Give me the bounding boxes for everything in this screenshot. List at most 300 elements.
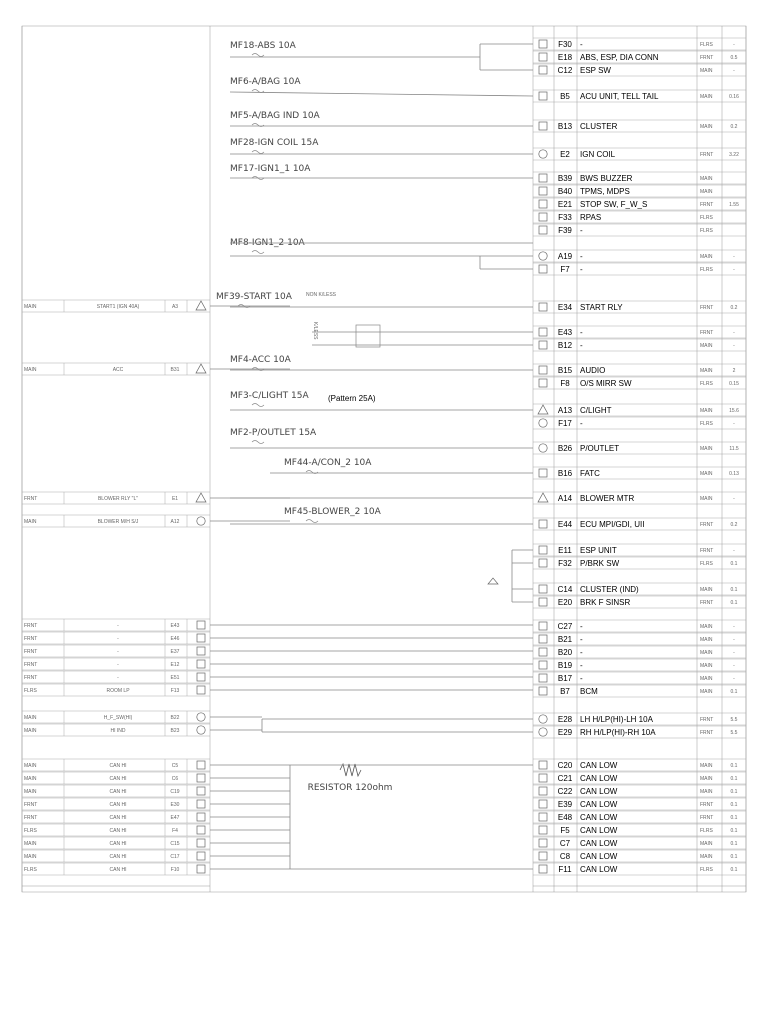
right-square-symbol (539, 598, 547, 606)
right-location-code: MAIN (700, 343, 713, 349)
right-pin-id: F17 (558, 419, 572, 428)
left-triangle-symbol (196, 364, 206, 373)
fuse-label: MF44-A/CON_2 10A (284, 458, 372, 468)
right-component-name: - (580, 419, 583, 428)
right-pin-id: C22 (557, 787, 573, 796)
right-value: - (733, 496, 735, 502)
right-component-name: ECU MPI/GDI, UII (580, 520, 645, 529)
left-location-code: FRNT (24, 815, 38, 821)
right-value: - (733, 330, 735, 336)
right-pin-id: C21 (557, 774, 573, 783)
right-square-symbol (539, 687, 547, 695)
right-value: - (733, 548, 735, 554)
left-connector-name: - (117, 675, 119, 681)
right-location-code: MAIN (700, 408, 713, 414)
right-circle-symbol (539, 150, 547, 158)
right-location-code: MAIN (700, 189, 713, 195)
right-location-code: MAIN (700, 471, 713, 477)
right-value: 11.5 (729, 446, 739, 452)
right-square-symbol (539, 800, 547, 808)
right-square-symbol (539, 674, 547, 682)
right-pin-id: E43 (557, 328, 573, 337)
left-square-symbol (197, 787, 205, 795)
right-component-name: P/OUTLET (580, 444, 620, 453)
right-location-code: FRNT (700, 802, 714, 808)
right-pin-id: F33 (558, 213, 572, 222)
right-value: 0.1 (730, 587, 738, 593)
right-location-code: MAIN (700, 650, 713, 656)
right-location-code: MAIN (700, 663, 713, 669)
left-square-symbol (197, 621, 205, 629)
right-value: 0.1 (730, 854, 738, 860)
right-location-code: FLRS (700, 421, 713, 427)
right-square-symbol (539, 379, 547, 387)
right-pin-id: C12 (557, 66, 573, 75)
left-pin-id: C17 (170, 854, 180, 860)
left-connector-name: CAN HI (109, 828, 127, 834)
left-pin-id: C5 (171, 763, 179, 769)
left-location-code: FRNT (24, 623, 38, 629)
right-square-symbol (539, 661, 547, 669)
left-circle-symbol (197, 517, 205, 525)
right-pin-id: B5 (560, 92, 570, 101)
right-location-code: MAIN (700, 689, 713, 695)
right-pin-id: A19 (557, 252, 573, 261)
left-pin-id: E46 (170, 636, 180, 642)
fuse-label: MF45-BLOWER_2 10A (284, 507, 381, 517)
left-location-code: FRNT (24, 675, 38, 681)
fuse-label: MF39-START 10A (216, 292, 292, 302)
right-value: 0.1 (730, 689, 738, 695)
left-connector-name: CAN HI (109, 802, 127, 808)
resistor-symbol (340, 764, 361, 776)
left-pin-id: E1 (171, 496, 179, 502)
right-circle-symbol (539, 419, 547, 427)
right-location-code: FRNT (700, 202, 714, 208)
right-component-name: IGN COIL (580, 150, 616, 159)
right-pin-id: F30 (558, 40, 572, 49)
right-component-name: RPAS (580, 213, 602, 222)
right-value: 0.5 (730, 55, 738, 61)
right-square-symbol (539, 865, 547, 873)
right-component-name: CLUSTER (580, 122, 618, 131)
right-component-name: - (580, 661, 583, 670)
fuse-symbol (252, 54, 264, 57)
right-location-code: MAIN (700, 763, 713, 769)
right-pin-id: E18 (557, 53, 573, 62)
right-pin-id: C20 (557, 761, 573, 770)
right-value: 0.1 (730, 828, 738, 834)
right-pin-id: F11 (558, 865, 572, 874)
right-component-name: LH H/LP(HI)-LH 10A (580, 715, 653, 724)
right-square-symbol (539, 839, 547, 847)
left-connector-name: CAN HI (109, 789, 127, 795)
right-component-name: BCM (580, 687, 598, 696)
right-square-symbol (539, 40, 547, 48)
right-pin-id: C8 (559, 852, 571, 861)
right-location-code: FRNT (700, 717, 714, 723)
left-square-symbol (197, 813, 205, 821)
left-location-code: MAIN (24, 763, 37, 769)
right-component-name: CAN LOW (580, 865, 618, 874)
right-value: 0.13 (729, 471, 739, 477)
right-value: - (733, 343, 735, 349)
right-component-name: - (580, 328, 583, 337)
right-location-code: FRNT (700, 330, 714, 336)
fuse-label: MF28-IGN COIL 15A (230, 138, 319, 148)
fuse-label: MF4-ACC 10A (230, 355, 291, 365)
right-pin-id: E34 (557, 303, 573, 312)
right-square-symbol (539, 328, 547, 336)
right-pin-id: E39 (557, 800, 573, 809)
right-value: 0.1 (730, 776, 738, 782)
left-location-code: MAIN (24, 728, 37, 734)
right-component-name: BRK F SINSR (580, 598, 631, 607)
right-location-code: MAIN (700, 624, 713, 630)
left-connector-name: - (117, 623, 119, 629)
right-value: - (733, 254, 735, 260)
left-location-code: FRNT (24, 496, 38, 502)
left-triangle-symbol (196, 493, 206, 502)
left-connector-name: ACC (112, 367, 124, 373)
right-pin-id: F39 (558, 226, 572, 235)
left-square-symbol (197, 660, 205, 668)
right-pin-id: B12 (557, 341, 573, 350)
right-pin-id: B39 (557, 174, 573, 183)
right-component-name: START RLY (580, 303, 623, 312)
left-connector-name: CAN HI (109, 815, 127, 821)
right-location-code: MAIN (700, 368, 713, 374)
fuse-symbol (252, 251, 264, 254)
right-location-code: MAIN (700, 176, 713, 182)
left-connector-name: START1 (IGN 40A) (96, 304, 140, 310)
left-connector-name: - (117, 662, 119, 668)
left-pin-id: B31 (170, 367, 180, 373)
right-location-code: MAIN (700, 254, 713, 260)
right-square-symbol (539, 761, 547, 769)
pattern-note: (Pattern 25A) (328, 394, 376, 403)
fuse-label: MF3-C/LIGHT 15A (230, 391, 309, 401)
right-location-code: MAIN (700, 124, 713, 130)
right-square-symbol (539, 622, 547, 630)
right-component-name: CAN LOW (580, 813, 618, 822)
left-location-code: MAIN (24, 715, 37, 721)
right-pin-id: A13 (557, 406, 573, 415)
right-location-code: MAIN (700, 68, 713, 74)
left-square-symbol (197, 865, 205, 873)
right-location-code: FRNT (700, 55, 714, 61)
fuse-label: MF6-A/BAG 10A (230, 77, 301, 87)
right-pin-id: C7 (559, 839, 571, 848)
right-location-code: FLRS (700, 561, 713, 567)
right-component-name: CAN LOW (580, 839, 618, 848)
right-pin-id: E21 (557, 200, 573, 209)
right-pin-id: E29 (557, 728, 573, 737)
right-square-symbol (539, 303, 547, 311)
left-circle-symbol (197, 713, 205, 721)
left-connector-name: CAN HI (109, 776, 127, 782)
right-location-code: FRNT (700, 600, 714, 606)
right-component-name: - (580, 635, 583, 644)
right-location-code: FRNT (700, 522, 714, 528)
right-component-name: CLUSTER (IND) (580, 585, 639, 594)
right-value: 0.1 (730, 763, 738, 769)
right-location-code: FRNT (700, 548, 714, 554)
right-pin-id: B17 (557, 674, 573, 683)
right-pin-id: A14 (557, 494, 573, 503)
right-triangle-symbol (538, 493, 548, 502)
fuse-label: MF2-P/OUTLET 15A (230, 428, 317, 438)
right-value: 0.1 (730, 802, 738, 808)
right-value: 1.55 (729, 202, 739, 208)
left-pin-id: A12 (170, 519, 180, 525)
right-component-name: - (580, 674, 583, 683)
right-value: 0.1 (730, 789, 738, 795)
left-circle-symbol (197, 726, 205, 734)
right-triangle-symbol (538, 405, 548, 414)
left-connector-name: CAN HI (109, 854, 127, 860)
left-location-code: MAIN (24, 854, 37, 860)
left-pin-id: B22 (170, 715, 180, 721)
fuse-symbol (252, 404, 264, 407)
right-location-code: MAIN (700, 776, 713, 782)
right-value: - (733, 68, 735, 74)
right-pin-id: B16 (557, 469, 573, 478)
right-square-symbol (539, 546, 547, 554)
right-square-symbol (539, 53, 547, 61)
right-pin-id: B20 (557, 648, 573, 657)
right-square-symbol (539, 226, 547, 234)
right-location-code: FRNT (700, 152, 714, 158)
right-square-symbol (539, 559, 547, 567)
left-connector-name: BLOWER RLY "L" (97, 496, 139, 502)
left-square-symbol (197, 686, 205, 694)
left-location-code: FRNT (24, 636, 38, 642)
right-location-code: MAIN (700, 94, 713, 100)
fuse-label: MF17-IGN1_1 10A (230, 164, 311, 174)
right-component-name: - (580, 252, 583, 261)
right-square-symbol (539, 852, 547, 860)
right-value: 2 (732, 368, 736, 374)
right-square-symbol (539, 187, 547, 195)
right-component-name: TPMS, MDPS (580, 187, 630, 196)
fuse-label: MF18-ABS 10A (230, 41, 296, 51)
left-square-symbol (197, 826, 205, 834)
right-square-symbol (539, 635, 547, 643)
fuse-label: MF5-A/BAG IND 10A (230, 111, 320, 121)
keyless-note: K/LESS (312, 322, 318, 340)
right-circle-symbol (539, 444, 547, 452)
right-square-symbol (539, 265, 547, 273)
right-value: - (733, 663, 735, 669)
left-connector-name: BLOWER M/H S/J (97, 519, 139, 525)
right-value: 0.16 (729, 94, 739, 100)
right-component-name: CAN LOW (580, 774, 618, 783)
left-connector-name: ROOM LP (106, 688, 130, 694)
right-square-symbol (539, 122, 547, 130)
right-value: - (733, 676, 735, 682)
right-pin-id: E44 (557, 520, 573, 529)
left-square-symbol (197, 852, 205, 860)
right-location-code: MAIN (700, 587, 713, 593)
right-square-symbol (539, 787, 547, 795)
right-pin-id: B40 (557, 187, 573, 196)
left-pin-id: E47 (170, 815, 180, 821)
right-component-name: CAN LOW (580, 852, 618, 861)
right-pin-id: B7 (560, 687, 570, 696)
right-pin-id: B26 (557, 444, 573, 453)
right-value: 5.5 (730, 717, 738, 723)
left-connector-name: CAN HI (109, 867, 127, 873)
right-pin-id: B19 (557, 661, 573, 670)
right-location-code: MAIN (700, 789, 713, 795)
right-component-name: FATC (580, 469, 600, 478)
left-square-symbol (197, 673, 205, 681)
fuse-symbol (252, 441, 264, 444)
left-location-code: FRNT (24, 649, 38, 655)
right-square-symbol (539, 366, 547, 374)
page-frame (22, 26, 746, 892)
right-square-symbol (539, 174, 547, 182)
right-value: - (733, 650, 735, 656)
left-pin-id: E12 (170, 662, 180, 668)
right-component-name: ABS, ESP, DIA CONN (580, 53, 659, 62)
right-value: 0.2 (730, 305, 738, 311)
right-pin-id: F7 (560, 265, 570, 274)
left-location-code: MAIN (24, 304, 37, 310)
diode-symbol (488, 578, 498, 584)
right-value: 0.15 (729, 381, 739, 387)
left-connector-name: HI IND (110, 728, 126, 734)
left-connector-name: CAN HI (109, 763, 127, 769)
right-square-symbol (539, 826, 547, 834)
right-component-name: BWS BUZZER (580, 174, 633, 183)
right-square-symbol (539, 585, 547, 593)
left-connector-name: - (117, 649, 119, 655)
left-pin-id: E37 (170, 649, 180, 655)
left-location-code: FLRS (24, 867, 37, 873)
right-square-symbol (539, 213, 547, 221)
right-value: 15.6 (729, 408, 739, 414)
right-value: - (733, 421, 735, 427)
right-square-symbol (539, 774, 547, 782)
right-square-symbol (539, 813, 547, 821)
right-value: 3.22 (729, 152, 739, 158)
right-component-name: STOP SW, F_W_S (580, 200, 648, 209)
left-pin-id: F10 (170, 867, 180, 873)
fuse-symbol (306, 520, 318, 523)
right-location-code: FLRS (700, 267, 713, 273)
right-square-symbol (539, 648, 547, 656)
left-connector-name: CAN HI (109, 841, 127, 847)
right-value: - (733, 637, 735, 643)
right-pin-id: C27 (557, 622, 573, 631)
left-connector-name: - (117, 636, 119, 642)
right-square-symbol (539, 66, 547, 74)
right-component-name: CAN LOW (580, 800, 618, 809)
right-location-code: MAIN (700, 676, 713, 682)
right-location-code: MAIN (700, 637, 713, 643)
fuse-label: MF8-IGN1_2 10A (230, 238, 305, 248)
right-value: 0.1 (730, 841, 738, 847)
left-pin-id: B23 (170, 728, 180, 734)
non-keyless-note: NON K/LESS (306, 292, 337, 298)
left-square-symbol (197, 761, 205, 769)
right-component-name: - (580, 265, 583, 274)
right-location-code: MAIN (700, 841, 713, 847)
right-component-name: ESP UNIT (580, 546, 617, 555)
right-pin-id: C14 (557, 585, 573, 594)
right-value: 0.2 (730, 522, 738, 528)
left-location-code: FRNT (24, 802, 38, 808)
fuse-wire (230, 92, 533, 96)
right-component-name: - (580, 40, 583, 49)
right-value: 0.1 (730, 600, 738, 606)
left-pin-id: E43 (170, 623, 180, 629)
right-component-name: O/S MIRR SW (580, 379, 632, 388)
right-location-code: FLRS (700, 828, 713, 834)
right-pin-id: E28 (557, 715, 573, 724)
right-component-name: - (580, 226, 583, 235)
right-value: 0.2 (730, 124, 738, 130)
right-component-name: CAN LOW (580, 826, 618, 835)
right-location-code: FLRS (700, 42, 713, 48)
right-component-name: BLOWER MTR (580, 494, 635, 503)
right-pin-id: E48 (557, 813, 573, 822)
right-value: - (733, 42, 735, 48)
left-location-code: FLRS (24, 688, 37, 694)
right-component-name: CAN LOW (580, 787, 618, 796)
right-component-name: - (580, 648, 583, 657)
right-pin-id: F5 (560, 826, 570, 835)
right-component-name: CAN LOW (580, 761, 618, 770)
right-component-name: RH H/LP(HI)-RH 10A (580, 728, 656, 737)
left-square-symbol (197, 774, 205, 782)
right-component-name: - (580, 622, 583, 631)
left-pin-id: F13 (170, 688, 180, 694)
left-square-symbol (197, 839, 205, 847)
right-component-name: AUDIO (580, 366, 606, 375)
right-pin-id: B15 (557, 366, 573, 375)
right-location-code: FLRS (700, 867, 713, 873)
right-location-code: MAIN (700, 854, 713, 860)
right-square-symbol (539, 520, 547, 528)
right-value: - (733, 624, 735, 630)
relay-symbol (356, 325, 380, 347)
right-value: 0.1 (730, 561, 738, 567)
right-location-code: FRNT (700, 730, 714, 736)
right-component-name: P/BRK SW (580, 559, 620, 568)
fuse-symbol (252, 151, 264, 154)
right-value: 5.5 (730, 730, 738, 736)
right-location-code: MAIN (700, 446, 713, 452)
left-connector-name: H_F_SW(HI) (103, 715, 133, 721)
left-triangle-symbol (196, 301, 206, 310)
resistor-label: RESISTOR 120ohm (307, 783, 393, 793)
right-pin-id: B21 (557, 635, 573, 644)
right-component-name: C/LIGHT (580, 406, 612, 415)
left-location-code: MAIN (24, 841, 37, 847)
right-pin-id: B13 (557, 122, 573, 131)
left-square-symbol (197, 800, 205, 808)
right-value: 0.1 (730, 815, 738, 821)
right-circle-symbol (539, 252, 547, 260)
left-pin-id: E30 (170, 802, 180, 808)
right-square-symbol (539, 341, 547, 349)
left-location-code: MAIN (24, 776, 37, 782)
right-square-symbol (539, 200, 547, 208)
right-pin-id: E2 (560, 150, 570, 159)
